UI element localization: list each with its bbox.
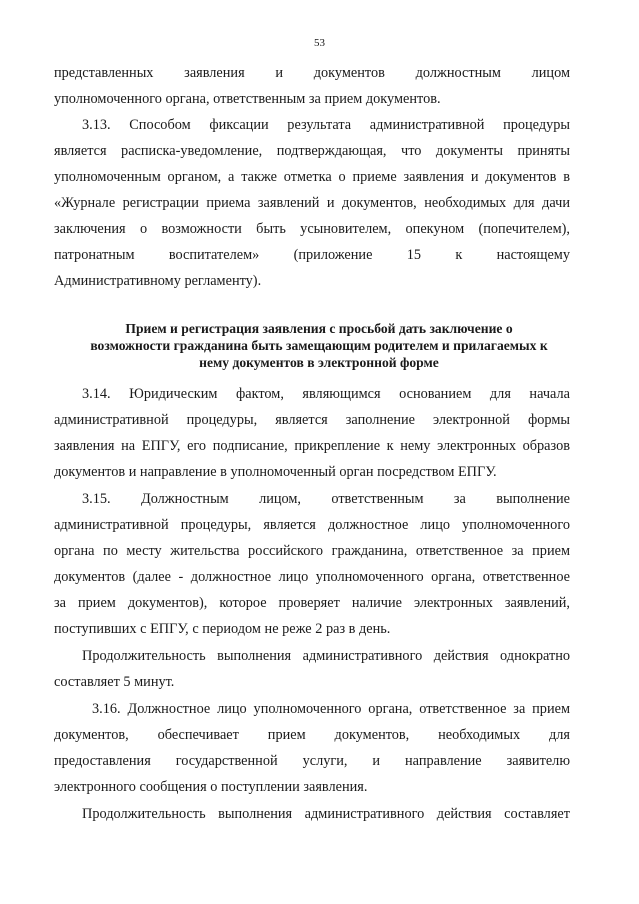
text-line: документов (далее - должностное лицо уполномоченного органа, ответственное xyxy=(54,569,570,585)
section-heading-line: возможности гражданина быть замещающим родителем и прилагаемых к xyxy=(90,338,548,353)
text-line: «Журнале регистрации приема заявлений и документов, необходимых для дачи xyxy=(54,195,570,211)
text-line: является расписка-уведомление, подтверждающая, что документы приняты xyxy=(54,143,570,159)
text-line: заключения о возможности быть усыновителем, опекуном (попечителем), xyxy=(54,221,570,237)
section-heading-line: нему документов в электронной форме xyxy=(199,355,439,370)
text-line: органа по месту жительства российского гражданина, ответственное за прием xyxy=(54,543,570,559)
text-line: документов и направление в уполномоченный орган посредством ЕПГУ. xyxy=(54,464,497,480)
text-line: Административному регламенту). xyxy=(54,273,262,289)
text-line: документов, обеспечивает прием документов, необходимых для xyxy=(54,727,570,743)
text-line: уполномоченным органом, а также отметка о приеме заявления и документов в xyxy=(54,169,570,185)
text-line: уполномоченного органа, ответственным за прием документов. xyxy=(54,91,441,107)
text-line: электронного сообщения о поступлении заявления. xyxy=(54,779,368,795)
section-heading-line: Прием и регистрация заявления с просьбой дать заключение о xyxy=(125,321,513,336)
text-line: патронатным воспитателем» (приложение 15 к настоящему xyxy=(54,247,570,263)
text-line: административной процедуры, является должностное лицо уполномоченного xyxy=(54,517,570,533)
text-line: административной процедуры, является заполнение электронной формы xyxy=(54,412,570,428)
paragraph-3-16: 3.16. Должностное лицо уполномоченного органа, ответственное за прием xyxy=(92,701,570,717)
text-line: составляет 5 минут. xyxy=(54,674,175,690)
paragraph-duration-2: Продолжительность выполнения административного действия составляет xyxy=(82,806,570,822)
text-line: представленных заявления и документов должностным лицом xyxy=(54,65,570,81)
paragraph-3-13: 3.13. Способом фиксации результата административной процедуры xyxy=(82,117,570,133)
text-line: заявления на ЕПГУ, его подписание, прикрепление к нему электронных образов xyxy=(54,438,570,454)
paragraph-3-14: 3.14. Юридическим фактом, являющимся основанием для начала xyxy=(82,386,570,402)
text-line: поступивших с ЕПГУ, с периодом не реже 2 раз в день. xyxy=(54,621,391,637)
text-line: предоставления государственной услуги, и направление заявителю xyxy=(54,753,570,769)
page-number: 53 xyxy=(314,37,325,49)
paragraph-3-15: 3.15. Должностным лицом, ответственным за выполнение xyxy=(82,491,570,507)
text-line: за прием документов), которое проверяет наличие электронных заявлений, xyxy=(54,595,570,611)
paragraph-duration-1: Продолжительность выполнения административного действия однократно xyxy=(82,648,570,664)
